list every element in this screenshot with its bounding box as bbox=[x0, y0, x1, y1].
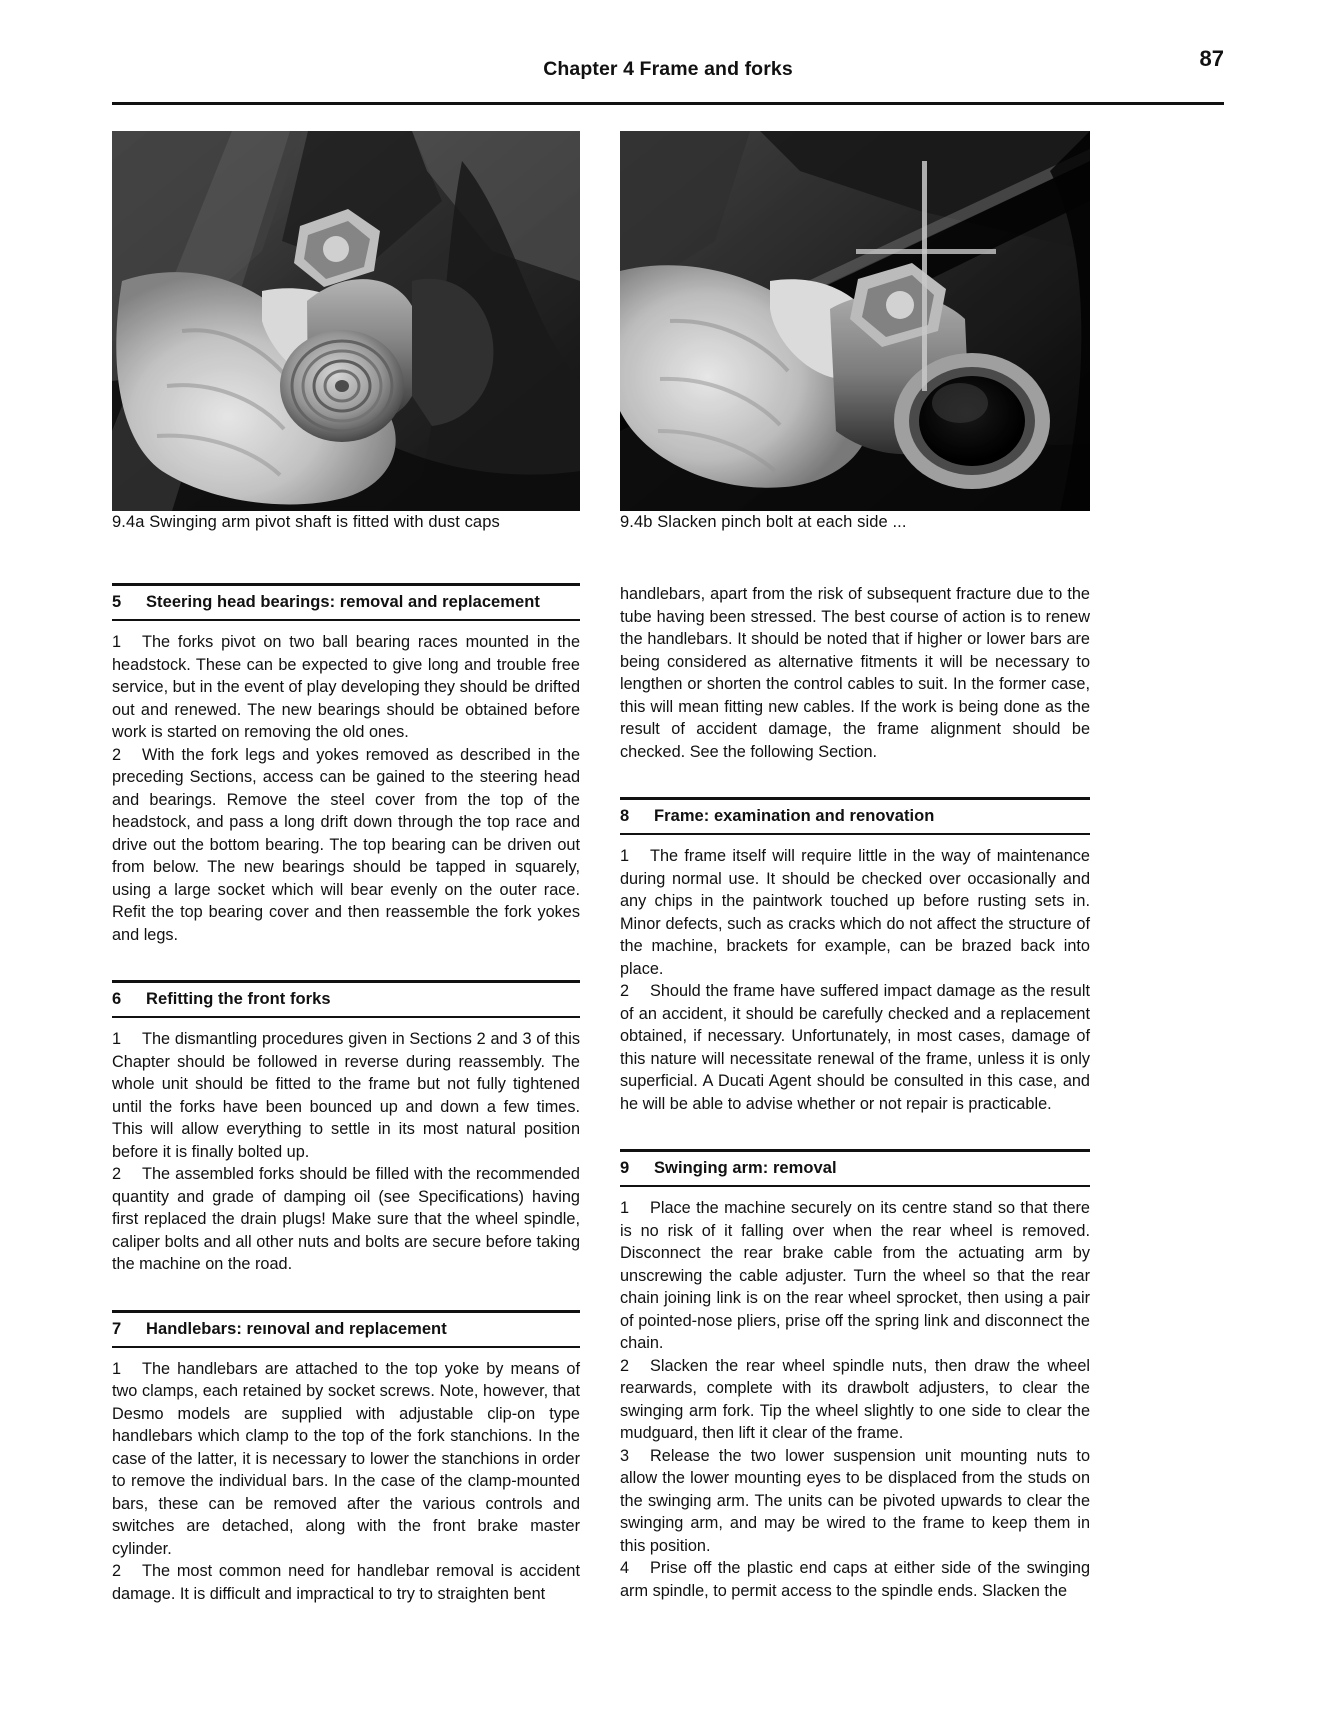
spacer bbox=[112, 1276, 580, 1310]
section-8-heading bbox=[620, 800, 1090, 833]
paragraph-body: Place the machine securely on its centre stand so that there is no risk of it falling over when the rear wheel is removed. Disconnect the rear brake cable from the actuating arm by unscrewing the cable adjuster. Turn the wheel so that the rear chain joining link is on the rear wheel sprocket, then using a pair of pointed-nose pliers, prise off the spring link and disconnect the chain. bbox=[620, 1199, 1090, 1352]
section-7-paragraph-1 bbox=[112, 1348, 580, 1561]
paragraph-body: With the fork legs and yokes removed as described in the preceding Sections, access can be gained to the steering head and bearings. Remove the steel cover from the top of the headstock, and pass a long drift down through the top race and drive out the bottom bearing. The top bearing can be driven out from below. The new bearings should be tapped in squarely, using a large socket which will bear evenly on the outer race. Refit the top bearing cover and then reassemble the fork yokes and legs. bbox=[112, 745, 580, 944]
section-9-paragraph-2 bbox=[620, 1355, 1090, 1445]
paragraph-number: 2 bbox=[112, 1165, 122, 1183]
paragraph-number: 1 bbox=[112, 1030, 122, 1048]
figure-9-4b-image bbox=[620, 131, 1090, 511]
section-7-heading bbox=[112, 1313, 580, 1346]
chapter-title: Chapter 4 Frame and forks bbox=[543, 58, 793, 80]
section-9-heading bbox=[620, 1152, 1090, 1185]
section-7-number: 7 bbox=[112, 1319, 122, 1338]
paragraph-number: 2 bbox=[620, 982, 630, 1000]
paragraph-body: The frame itself will require little in the way of maintenance during normal use. It should be checked over occasionally and any chips in the paintwork touched up before rusting sets in. Minor defects, such as cracks which do not affect the structure of the machine, brackets for example, can be brazed back into place. bbox=[620, 847, 1090, 978]
paragraph-number: 1 bbox=[620, 1199, 630, 1217]
figure-9-4a bbox=[112, 131, 580, 511]
section-6-heading bbox=[112, 983, 580, 1016]
figure-9-4a-caption: 9.4a Swinging arm pivot shaft is fitted with dust caps bbox=[112, 513, 500, 531]
paragraph-number: 1 bbox=[112, 633, 122, 651]
section-8-title: Frame: examination and renovation bbox=[654, 807, 935, 825]
paragraph-body: The handlebars are attached to the top yoke by means of two clamps, each retained by socket screws. Note, however, that Desmo models are supplied with adjustable clip-on type handlebars which clamp to the top of the fork stanchions. In the case of the latter, it is necessary to lower the stanchions in order to remove the individual bars. In the case of the clamp-mounted bars, these can be removed after the various controls and switches are detached, along with the front brake master cylinder. bbox=[112, 1359, 580, 1558]
section-6-number: 6 bbox=[112, 990, 122, 1008]
section-6 bbox=[112, 980, 580, 1276]
figure-9-4a-image bbox=[112, 131, 580, 511]
section-8-paragraph-2 bbox=[620, 980, 1090, 1115]
paragraph-number: 1 bbox=[112, 1359, 122, 1378]
right-column bbox=[620, 583, 1090, 1602]
paragraph-body: The assembled forks should be filled with the recommended quantity and grade of damping oil (see Specifications) having first replaced the drain plugs! Make sure that the wheel spindle, caliper bolts and all other nuts and bolts are secure before taking the machine on the road. bbox=[112, 1165, 580, 1273]
spacer bbox=[620, 763, 1090, 797]
section-7 bbox=[112, 1310, 580, 1606]
section-9-paragraph-4 bbox=[620, 1557, 1090, 1602]
header-rule bbox=[112, 102, 1224, 105]
section-5-heading bbox=[112, 586, 580, 619]
section-5-paragraph-2 bbox=[112, 744, 580, 947]
left-column bbox=[112, 583, 580, 1605]
section-7-title: Handlebars: reınoval and replacement bbox=[146, 1319, 447, 1338]
section-8-number: 8 bbox=[620, 807, 630, 825]
spacer bbox=[620, 1115, 1090, 1149]
section-9-number: 9 bbox=[620, 1159, 630, 1177]
section-9 bbox=[620, 1149, 1090, 1602]
section-9-paragraph-1 bbox=[620, 1187, 1090, 1355]
section-8 bbox=[620, 797, 1090, 1115]
paragraph-body: Should the frame have suffered impact damage as the result of an accident, it should be carefully checked and a replacement obtained, if necessary. Unfortunately, in most cases, damage of this nature will necessitate renewal of the frame, unless it is only superficial. A Ducati Agent should be consulted in this case, and he will be able to advise whether or not repair is practicable. bbox=[620, 982, 1090, 1113]
section-5-number: 5 bbox=[112, 593, 122, 611]
paragraph-body: The most common need for handlebar removal is accident damage. It is difficult and impractical to try to straighten bent bbox=[112, 1562, 580, 1603]
section-9-paragraph-3 bbox=[620, 1445, 1090, 1558]
section-6-paragraph-1 bbox=[112, 1018, 580, 1163]
paragraph-body: Slacken the rear wheel spindle nuts, then draw the wheel rearwards, complete with its drawbolt adjusters, to clear the swinging arm fork. Tip the wheel slightly to one side to clear the mudguard, then lift it clear of the frame. bbox=[620, 1356, 1090, 1442]
section-5-paragraph-1 bbox=[112, 621, 580, 744]
section-5-title: Steering head bearings: removal and replacement bbox=[146, 593, 540, 611]
section-5 bbox=[112, 583, 580, 946]
page-number: 87 bbox=[1199, 46, 1224, 71]
handlebars-continuation-text: handlebars, apart from the risk of subsequent fracture due to the tube having been stressed. The best course of action is to renew the handlebars. It should be noted that if higher or lower bars are being considered as alternative fitments it will be necessary to lengthen or shorten the control cables to suit. In the former case, this will mean fitting new cables. If the work is being done as the result of accident damage, the frame alignment should be checked. See the following Section. bbox=[620, 585, 1090, 761]
figure-9-4b bbox=[620, 131, 1090, 511]
figure-9-4b-caption: 9.4b Slacken pinch bolt at each side ... bbox=[620, 513, 907, 531]
section-8-paragraph-1 bbox=[620, 835, 1090, 980]
paragraph-body: Prise off the plastic end caps at either side of the swinging arm spindle, to permit access to the spindle ends. Slacken the bbox=[620, 1559, 1090, 1600]
paragraph-number: 2 bbox=[112, 745, 122, 764]
paragraph-number: 2 bbox=[112, 1562, 122, 1580]
section-9-title: Swinging arm: removal bbox=[654, 1159, 837, 1177]
paragraph-body: Release the two lower suspension unit mounting nuts to allow the lower mounting eyes to be displaced from the studs on the swinging arm. The units can be pivoted upwards to clear the swinging arm, and may be wired to the frame to keep them in this position. bbox=[620, 1446, 1090, 1555]
paragraph-number: 1 bbox=[620, 847, 630, 865]
paragraph-number: 3 bbox=[620, 1446, 630, 1465]
paragraph-body: The forks pivot on two ball bearing races mounted in the headstock. These can be expected to give long and trouble free service, but in the event of play developing they should be drifted out and renewed. The new bearings should be obtained before work is started on removing the old ones. bbox=[112, 633, 580, 741]
spacer bbox=[112, 946, 580, 980]
paragraph-number: 2 bbox=[620, 1356, 630, 1375]
section-6-title: Refitting the front forks bbox=[146, 990, 331, 1008]
page-header bbox=[112, 46, 1224, 102]
paragraph-number: 4 bbox=[620, 1559, 630, 1577]
paragraph-body: The dismantling procedures given in Sections 2 and 3 of this Chapter should be followed in reverse during reassembly. The whole unit should be fitted to the frame but not fully tightened until the forks have been bounced up and down a few times. This will allow everything to settle in its most natural position before it is finally bolted up. bbox=[112, 1030, 580, 1161]
section-7-paragraph-2 bbox=[112, 1560, 580, 1605]
section-6-paragraph-2 bbox=[112, 1163, 580, 1276]
